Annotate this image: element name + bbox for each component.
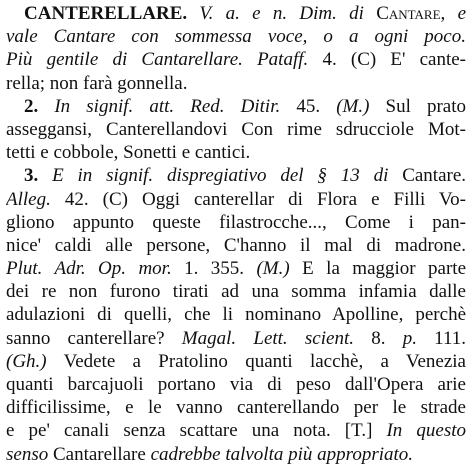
entry-line <box>6 350 466 373</box>
entry-line <box>6 396 466 419</box>
entry-line <box>6 48 466 71</box>
entry-text: cadrebbe talvolta più appropriato. <box>150 443 414 465</box>
entry-text: V. a. e n. Dim. di <box>199 3 364 24</box>
entry-text: sanno canterellare? <box>6 327 182 349</box>
entry-text: Vedete a Pratolino quanti lacchè, a Venezia <box>46 350 466 372</box>
entry-text: (Gh.) <box>6 350 47 372</box>
entry-text: Cantarellare <box>48 443 151 465</box>
entry-text: vale Cantare con sommessa voce, o a ogni poco. <box>6 26 466 48</box>
entry-line <box>6 118 466 141</box>
entry-text: dei re non furono tirati ad una somma infamia dalle <box>6 281 466 303</box>
entry-text: 111. <box>416 327 466 349</box>
entry-text: Sul prato <box>369 95 466 117</box>
entry-text: difficilissime, e le vanno canterellando per le strade <box>6 397 466 419</box>
entry-text <box>364 3 376 24</box>
entry-text: (M.) <box>256 258 290 280</box>
entry-line <box>6 257 466 280</box>
entry-text: 4. (C) E' cante- <box>308 49 466 71</box>
entry-line <box>6 141 466 164</box>
entry-text: In questo <box>386 420 466 442</box>
entry-text: 2. <box>24 95 55 117</box>
entry-text: nice' caldi alle persone, C'hanno il mal di madrone. <box>6 234 466 256</box>
entry-text: quanti barcajuoli portano via di peso dall'Opera arie <box>6 374 466 395</box>
entry-text: Plut. Adr. Op. mor. <box>6 258 172 280</box>
entry-text: 1. 355. <box>171 258 257 280</box>
entry-text: (M.) <box>336 95 370 117</box>
entry-text: E in signif. dispregiativo del § 13 di <box>52 165 389 187</box>
entry-line <box>6 164 466 187</box>
headword: CANTERELLARE. <box>24 3 188 24</box>
entry-line <box>6 280 466 303</box>
entry-line <box>6 327 466 350</box>
entry-line <box>6 188 466 211</box>
entry-text: asseggansi, Canterellandovi Con rime sdrucciole Mot- <box>6 118 466 140</box>
entry-line <box>6 443 466 466</box>
entry-text: tetti e cobbole, Sonetti e cantici. <box>6 142 251 164</box>
entry-text: 3. <box>24 165 53 187</box>
entry-text: 42. (C) Oggi canterellar di Flora e Filli Vo- <box>50 188 466 210</box>
entry-line <box>6 234 466 257</box>
entry-text: Cantare <box>376 3 441 24</box>
entry-text: Alleg. <box>6 188 51 210</box>
entry-line <box>6 211 466 234</box>
entry-text: 8. <box>353 327 403 349</box>
entry-line <box>6 72 466 95</box>
entry-text: In signif. att. Red. Ditir. <box>54 95 281 117</box>
entry-text: E la maggior parte <box>289 258 466 280</box>
entry-line <box>6 303 466 326</box>
entry-text: 45. <box>280 95 337 117</box>
entry-line <box>6 25 466 48</box>
entry-text: senso <box>6 443 49 465</box>
entry-text <box>187 3 199 24</box>
entry-text: gliono appunto queste filastrocche..., Come i pan- <box>6 211 466 233</box>
entry-text: e <box>457 3 466 24</box>
entry-text: rella; non farà gonnella. <box>6 72 188 94</box>
entry-line <box>6 419 466 442</box>
entry-text: adulazioni di quelli, che li nominano Apolline, perchè <box>6 304 466 326</box>
entry-text: e pe' canali senza scattare una nota. [T.] <box>6 420 387 442</box>
entry-text: Magal. Lett. scient. <box>181 327 354 349</box>
dictionary-entry-canterellare <box>6 2 466 466</box>
entry-line <box>6 2 466 25</box>
entry-text: Cantare. <box>388 165 466 187</box>
entry-text: , <box>440 3 458 24</box>
entry-line <box>6 373 466 396</box>
entry-line <box>6 95 466 118</box>
entry-text: p. <box>402 327 417 349</box>
entry-text: Più gentile di Cantarellare. Pataff. <box>6 49 309 71</box>
